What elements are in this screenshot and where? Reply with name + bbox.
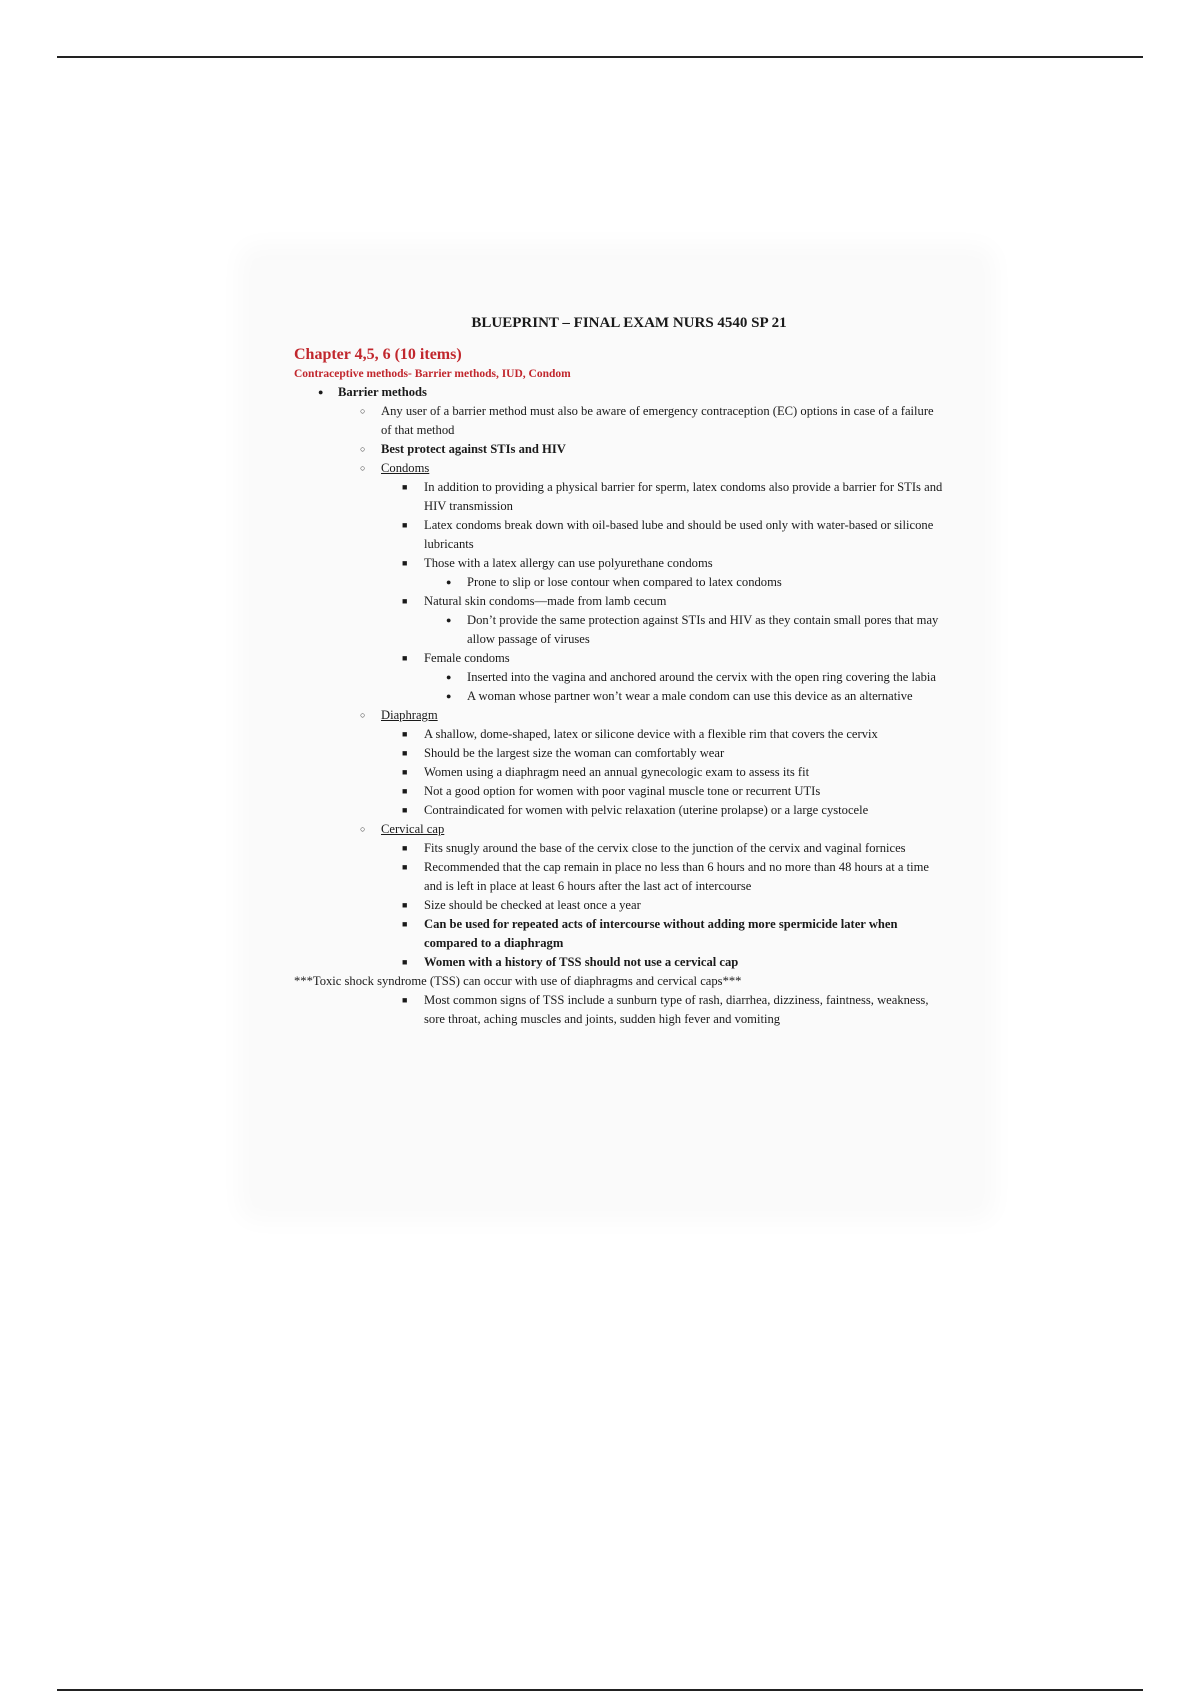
- list-item: ■ Fits snugly around the base of the cervix close to the junction of the cervix and vaginal fornices: [294, 839, 944, 858]
- circle-bullet-icon: ○: [360, 444, 366, 454]
- list-item: ■ Most common signs of TSS include a sunburn type of rash, diarrhea, dizziness, faintness, weakness, sore throat, aching muscles and joints, sudden high fever and vomiting: [402, 993, 929, 1026]
- bullet-icon: ●: [446, 577, 452, 587]
- list-item: ■ Women using a diaphragm need an annual gynecologic exam to assess its fit: [294, 763, 944, 782]
- list-item: ● Don’t provide the same protection against STIs and HIV as they contain small pores that may allow passage of viruses: [446, 613, 939, 646]
- square-bullet-icon: ■: [402, 786, 408, 796]
- list-item: ■ Women with a history of TSS should not use a cervical cap: [294, 953, 944, 972]
- list-item: ■ Can be used for repeated acts of intercourse without adding more spermicide later when compared to a diaphragm: [402, 917, 898, 950]
- circle-bullet-icon: ○: [360, 710, 366, 720]
- list-item: ■ Not a good option for women with poor vaginal muscle tone or recurrent UTIs: [294, 782, 944, 801]
- list-item: [294, 820, 944, 839]
- outline-list: [294, 383, 944, 1029]
- tss-note: ***Toxic shock syndrome (TSS) can occur with use of diaphragms and cervical caps***: [294, 974, 742, 988]
- list-item: ● Barrier methods: [294, 383, 944, 402]
- square-bullet-icon: ■: [402, 843, 408, 853]
- square-bullet-icon: ■: [402, 596, 408, 606]
- section-subheading: Contraceptive methods- Barrier methods, IUD, Condom: [294, 368, 571, 380]
- bullet-icon: ●: [318, 387, 324, 397]
- list-item: ■ Latex condoms break down with oil-based lube and should be used only with water-based or silicone lubricants: [402, 518, 934, 551]
- list-item: ■ A shallow, dome-shaped, latex or silicone device with a flexible rim that covers the cervix: [294, 725, 944, 744]
- square-bullet-icon: ■: [402, 520, 408, 530]
- list-item: [294, 706, 944, 725]
- page-top-rule: [57, 56, 1143, 58]
- list-item: ■ Natural skin condoms—made from lamb cecum: [294, 592, 944, 611]
- document-body: [294, 310, 944, 1029]
- square-bullet-icon: ■: [402, 558, 408, 568]
- circle-bullet-icon: ○: [360, 824, 366, 834]
- square-bullet-icon: ■: [402, 748, 408, 758]
- square-bullet-icon: ■: [402, 900, 408, 910]
- bullet-icon: ●: [446, 672, 452, 682]
- list-item: ■ Should be the largest size the woman can comfortably wear: [294, 744, 944, 763]
- condoms-heading: Condoms: [381, 461, 430, 475]
- square-bullet-icon: ■: [402, 653, 408, 663]
- list-item: ■ Recommended that the cap remain in place no less than 6 hours and no more than 48 hours at a time and is left in place at least 6 hours after the last act of intercourse: [402, 860, 930, 893]
- square-bullet-icon: ■: [402, 767, 408, 777]
- list-item: ■ Female condoms: [294, 649, 944, 668]
- page-bottom-rule: [57, 1689, 1143, 1691]
- square-bullet-icon: ■: [402, 729, 408, 739]
- square-bullet-icon: ■: [402, 482, 408, 492]
- square-bullet-icon: ■: [402, 919, 408, 929]
- list-item: ● A woman whose partner won’t wear a male condom can use this device as an alternative: [294, 687, 944, 706]
- bullet-icon: ●: [446, 615, 452, 625]
- square-bullet-icon: ■: [402, 862, 408, 872]
- square-bullet-icon: ■: [402, 805, 408, 815]
- circle-bullet-icon: ○: [360, 406, 366, 416]
- list-item: ■ Size should be checked at least once a year: [294, 896, 944, 915]
- list-item: ● Inserted into the vagina and anchored around the cervix with the open ring covering the labia: [294, 668, 944, 687]
- list-item: ■ Those with a latex allergy can use polyurethane condoms: [294, 554, 944, 573]
- cervical-cap-heading: Cervical cap: [381, 822, 445, 836]
- list-item: ○ Any user of a barrier method must also be aware of emergency contraception (EC) options in case of a failure of that method: [360, 404, 934, 437]
- diaphragm-heading: Diaphragm: [381, 708, 438, 722]
- list-item: ■ Contraindicated for women with pelvic relaxation (uterine prolapse) or a large cystocele: [294, 801, 944, 820]
- square-bullet-icon: ■: [402, 957, 408, 967]
- chapter-heading: Chapter 4,5, 6 (10 items): [294, 346, 462, 363]
- list-item: ■ In addition to providing a physical barrier for sperm, latex condoms also provide a barrier for STIs and HIV transmission: [402, 480, 943, 513]
- list-item: [294, 459, 944, 478]
- list-item: ○ Best protect against STIs and HIV: [294, 440, 944, 459]
- bullet-icon: ●: [446, 691, 452, 701]
- square-bullet-icon: ■: [402, 995, 408, 1005]
- list-item: ● Prone to slip or lose contour when compared to latex condoms: [294, 573, 944, 592]
- document-title: BLUEPRINT – FINAL EXAM NURS 4540 SP 21: [471, 315, 787, 331]
- circle-bullet-icon: ○: [360, 463, 366, 473]
